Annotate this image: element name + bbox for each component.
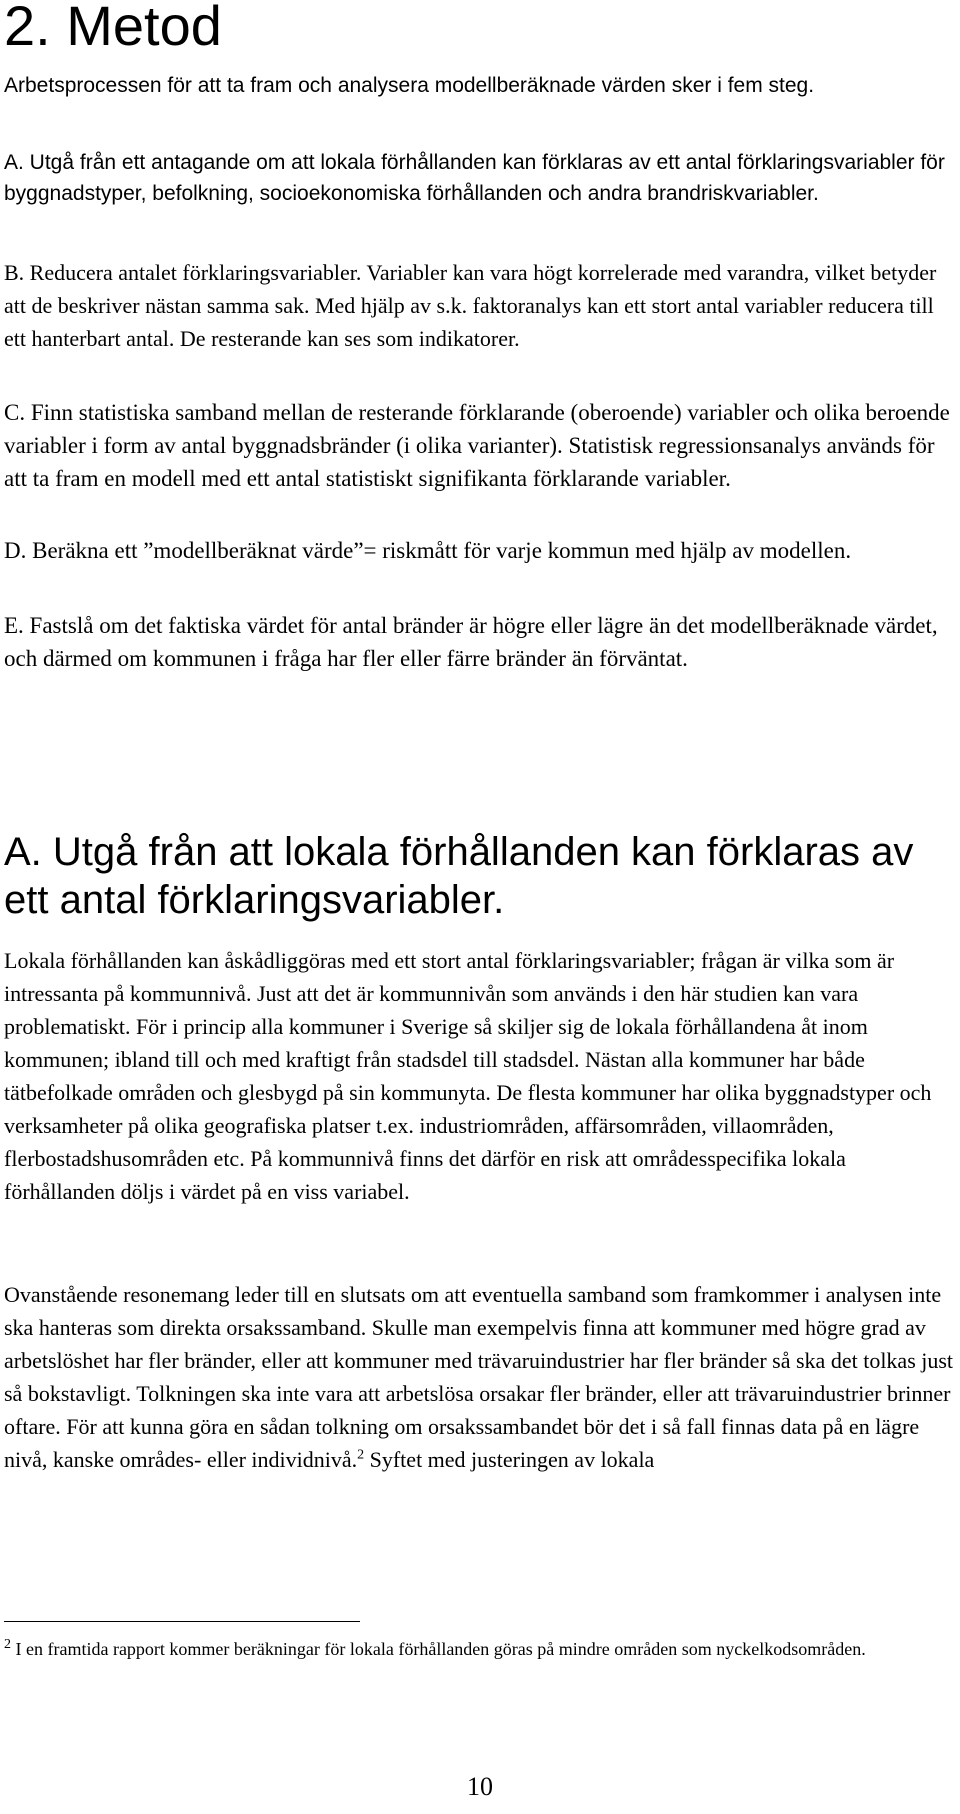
footnote-text: I en framtida rapport kommer beräkningar för lokala förhållanden göras på mindre områden som nyckelkodsområden.	[11, 1639, 866, 1659]
intro-paragraph: Arbetsprocessen för att ta fram och analysera modellberäknade värden sker i fem steg.	[4, 74, 815, 97]
footnote	[4, 1636, 954, 1662]
footnote-reference[interactable]: 2	[357, 1447, 365, 1463]
step-c: C. Finn statistiska samband mellan de resterande förklarande (oberoende) variabler och olika beroende variabler i form av antal byggnadsbränder (i olika varianter). Statistisk regressionsanalys används för att ta fram en modell med ett antal statistiskt signifikanta förklarande variabler.	[4, 400, 950, 491]
step-a: A. Utgå från ett antagande om att lokala förhållanden kan förklaras av ett antal förklaringsvariabler för byggnadstyper, befolkning, socioekonomiska förhållanden och andra brandriskvariabler.	[4, 151, 945, 205]
body-paragraph-2-continuation: Syftet med justeringen av lokala	[364, 1447, 655, 1472]
step-d: D. Beräkna ett ”modellberäknat värde”= riskmått för varje kommun med hjälp av modellen.	[4, 538, 852, 563]
page-number: 10	[467, 1772, 493, 1801]
footnote-divider	[4, 1621, 360, 1622]
section-heading: A. Utgå från att lokala förhållanden kan förklaras av ett antal förklaringsvariabler.	[4, 830, 914, 922]
footnote-marker: 2	[4, 1637, 11, 1652]
body-paragraph-2	[4, 1278, 954, 1476]
body-paragraph-1: Lokala förhållanden kan åskådliggöras med ett stort antal förklaringsvariabler; frågan är vilka som är intressanta på kommunnivå. Just att det är kommunnivån som används i den här studien kan vara problematiskt. För i princip alla kommuner i Sverige så skiljer sig de lokala förhållandena åt inom kommunen; ibland till och med kraftigt från stadsdel till stadsdel. Nästan alla kommuner har både tätbefolkade områden och glesbygd på sin kommunyta. De flesta kommuner har olika byggnadstyper och verksamheter på olika geografiska platser t.ex. industriområden, affärsområden, villaområden, flerbostadshusområden etc. På kommunnivå finns det därför en risk att områdesspecifika lokala förhållanden döljs i värdet på en viss variabel.	[4, 948, 932, 1204]
body-paragraph-2-text: Ovanstående resonemang leder till en slutsats om att eventuella samband som framkommer i analysen inte ska hanteras som direkta orsakssamband. Skulle man exempelvis finna att kommuner med högre grad av arbetslöshet har fler bränder, eller att kommuner med trävaruindustrier har fler bränder så ska det tolkas just så bokstavligt. Tolkningen ska inte vara att arbetslösa orsakar fler bränder, eller att trävaruindustrier brinner oftare. För att kunna göra en sådan tolkning om orsakssambandet bör det i så fall finnas data på en lägre nivå, kanske områdes- eller individnivå.	[4, 1282, 954, 1472]
step-b: B. Reducera antalet förklaringsvariabler. Variabler kan vara högt korrelerade med varandra, vilket betyder att de beskriver nästan samma sak. Med hjälp av s.k. faktoranalys kan ett stort antal variabler reducera till ett hanterbart antal. De resterande kan ses som indikatorer.	[4, 260, 937, 351]
step-e: E. Fastslå om det faktiska värdet för antal bränder är högre eller lägre än det modellberäknade värdet, och därmed om kommunen i fråga har fler eller färre bränder än förväntat.	[4, 613, 938, 671]
chapter-title: 2. Metod	[4, 0, 222, 57]
